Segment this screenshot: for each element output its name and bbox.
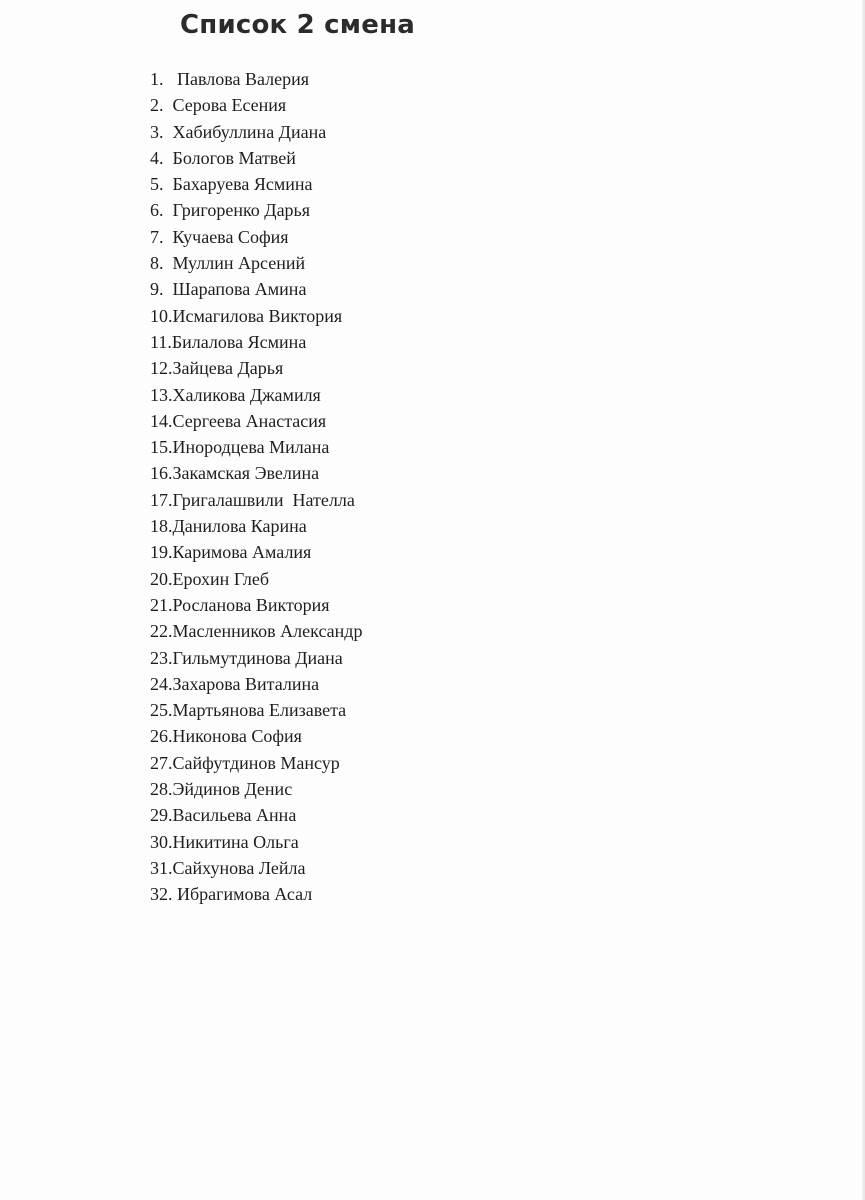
list-item: 19.Каримова Амалия bbox=[150, 542, 312, 563]
list-item: 5. Бахаруева Ясмина bbox=[150, 174, 313, 195]
list-item: 32. Ибрагимова Асал bbox=[150, 884, 313, 905]
list-item: 8. Муллин Арсений bbox=[150, 253, 306, 274]
list-item: 29.Васильева Анна bbox=[150, 805, 297, 826]
list-item: 25.Мартьянова Елизавета bbox=[150, 700, 347, 721]
list-item: 23.Гильмутдинова Диана bbox=[150, 647, 343, 668]
list-item: 28.Эйдинов Денис bbox=[150, 779, 293, 800]
list-item: 4. Бологов Матвей bbox=[150, 147, 296, 168]
list-item: 10.Исмагилова Виктория bbox=[150, 305, 343, 326]
list-item: 12.Зайцева Дарья bbox=[150, 358, 284, 379]
list-item: 13.Халикова Джамиля bbox=[150, 384, 321, 405]
list-item: 30.Никитина Ольга bbox=[150, 831, 299, 852]
list-item: 27.Сайфутдинов Мансур bbox=[150, 752, 340, 773]
list-item: 31.Сайхунова Лейла bbox=[150, 857, 306, 878]
list-item: 24.Захарова Виталина bbox=[150, 673, 320, 694]
list-item: 21.Росланова Виктория bbox=[150, 594, 330, 615]
list-item: 1. Павлова Валерия bbox=[150, 69, 310, 89]
list-item: 7. Кучаева София bbox=[150, 226, 289, 247]
list-item: 6. Григоренко Дарья bbox=[150, 200, 311, 221]
list-item: 9. Шарапова Амина bbox=[150, 279, 307, 300]
list-item: 22.Масленников Александр bbox=[150, 621, 363, 642]
list-item: 20.Ерохин Глеб bbox=[150, 568, 269, 589]
list-item: 17.Григалашвили Нателла bbox=[150, 489, 355, 510]
list-item: 2. Серова Есения bbox=[150, 95, 287, 116]
document-title: Список 2 смена bbox=[180, 10, 415, 40]
student-list bbox=[150, 66, 362, 908]
list-item: 26.Никонова София bbox=[150, 726, 302, 747]
list-item: 16.Закамская Эвелина bbox=[150, 463, 320, 484]
list-item: 3. Хабибуллина Диана bbox=[150, 121, 327, 142]
list-item: 14.Сергеева Анастасия bbox=[150, 410, 327, 431]
list-item: 11.Билалова Ясмина bbox=[150, 331, 307, 352]
list-item: 15.Инородцева Милана bbox=[150, 437, 330, 458]
list-item: 18.Данилова Карина bbox=[150, 516, 307, 537]
